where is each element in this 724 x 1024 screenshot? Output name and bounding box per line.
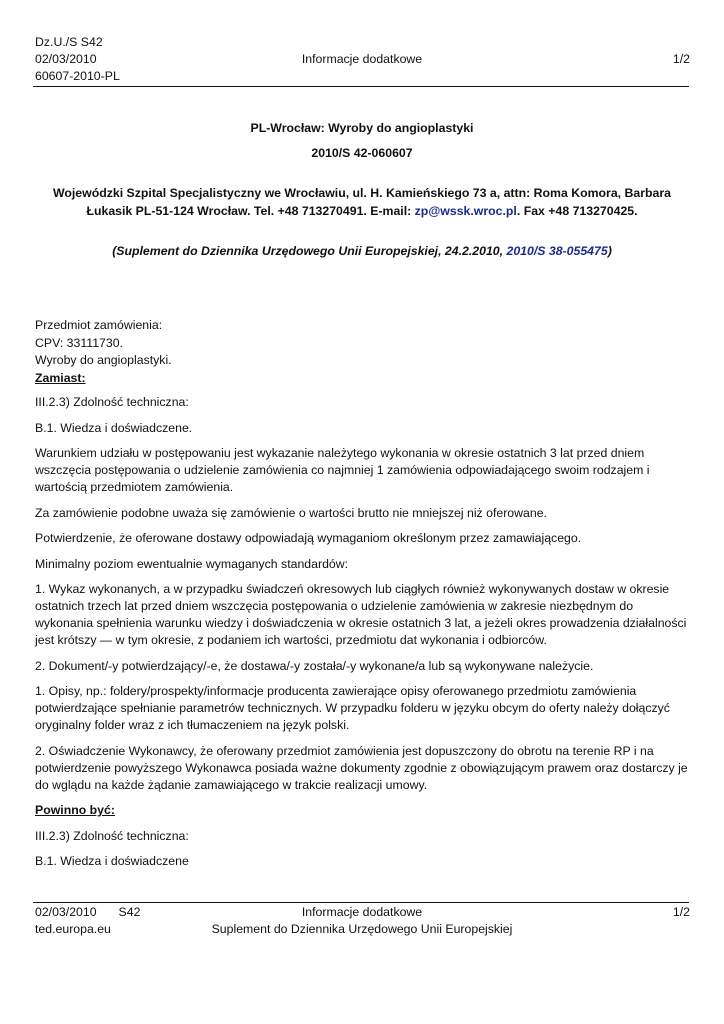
footer-title: Informacje dodatkowe [301,905,423,919]
footer-date: 02/03/2010 [35,905,97,919]
paragraph: Potwierdzenie, że oferowane dostawy odpowiadają wymaganiom określonym przez zamawiającego. [35,531,582,545]
notice-body [35,317,689,879]
paragraph: III.2.3) Zdolność techniczna: [35,828,189,843]
footer-series: S42 [118,905,141,919]
notice-title: PL-Wrocław: Wyroby do angioplastyki [250,121,474,135]
header-title: Informacje dodatkowe [301,52,423,66]
footer-page-number: 1/2 [672,905,690,919]
paragraph: B.1. Wiedza i doświadczene [35,854,189,868]
paragraph: 1. Wykaz wykonanych, a w przypadku świadczeń okresowych lub ciągłych również wykonywanych dostaw w okresie ostatnich trzech lat przed dniem wszczęcia postępowania o udzielenie zamówienia w zakresie niezbędnym do wykonania spełnienia warunku wiedzy i doświadczenia w okresie ostatnich 3 lat, a jeżeli okres prowadzenia działalności jest krótszy — w tym okresie, z podaniem ich wartości, przedmiotu dat wykonania i odbiorców. [35,582,687,647]
footer-center [0,904,724,938]
paragraph: 2. Dokument/-y potwierdzający/-e, że dostawa/-y została/-y wykonane/a lub są wykonywane należycie. [35,658,594,673]
paragraph: Za zamówienie podobne uważa się zamówienie o wartości brutto nie mniejszej niż oferowane. [35,505,547,520]
cpv-code: CPV: 33111730. [35,335,123,350]
footer-journal: Suplement do Dziennika Urzędowego Unii Europejskiej [211,922,513,936]
paragraph: Minimalny poziom ewentualnie wymaganych standardów: [35,556,349,571]
supplement-close: ) [607,244,612,258]
contact-fax: . Fax +48 713270425. [516,204,638,218]
paragraph: III.2.3) Zdolność techniczna: [35,395,189,409]
paragraph: Warunkiem udziału w postępowaniu jest wykazanie należytego wykonania w okresie ostatnich 3 lat przed dniem wszczęcia postępowania o udzielenie zamówienia co najmniej 1 zamówienia odpowiadającego swoim rodzajem i wartością przedmiotem zamówienia. [35,446,650,494]
contracting-authority [40,184,684,220]
header-ref: Dz.U./S S42 [35,35,103,49]
subject-label: Przedmiot zamówienia: [35,318,163,332]
instead-heading: Zamiast: [35,370,86,385]
supplement-link[interactable]: 2010/S 38-055475 [506,244,608,258]
footer-divider [33,902,689,903]
supplement-reference [0,243,724,260]
paragraph: 1. Opisy, np.: foldery/prospekty/informacje producenta zawierające opisy oferowanego przedmiotu zamówienia potwierdzające spełnianie parametrów technicznych. W przypadku folderu w języku obcym do oferty należy dołączyć oryginalny folder wraz z ich tłumaczeniem na język polski. [35,684,670,732]
email-link[interactable]: zp@wssk.wroc.pl [414,204,517,218]
subject-description: Wyroby do angioplastyki. [35,353,172,367]
header-doc-id: 60607-2010-PL [35,69,120,83]
notice-number: 2010/S 42-060607 [311,146,413,160]
header-divider [33,86,689,87]
footer-site: ted.europa.eu [35,922,111,936]
supplement-text: (Suplement do Dziennika Urzędowego Unii Europejskiej, 24.2.2010, [112,244,507,258]
paragraph: 2. Oświadczenie Wykonawcy, że oferowany przedmiot zamówienia jest dopuszczony do obrotu na terenie RP i na potwierdzenie powyższego Wykonawca posiada ważne dokumenty zgodnie z obowiązującym prawem oraz dostarczy je do wglądu na każde żądanie zamawiającego w trakcie realizacji umowy. [35,743,688,792]
header-page-number: 1/2 [672,52,690,66]
header-date: 02/03/2010 [35,52,97,66]
contact-text: Wojewódzki Szpital Specjalistyczny we Wrocławiu, ul. H. Kamieńskiego 73 a, attn: Roma Komora, Barbara Łukasik PL-51-124 Wrocław. Tel. +48 713270491. E-mail: [53,186,671,218]
paragraph: B.1. Wiedza i doświadczene. [35,420,193,435]
should-be-heading: Powinno być: [35,803,115,817]
